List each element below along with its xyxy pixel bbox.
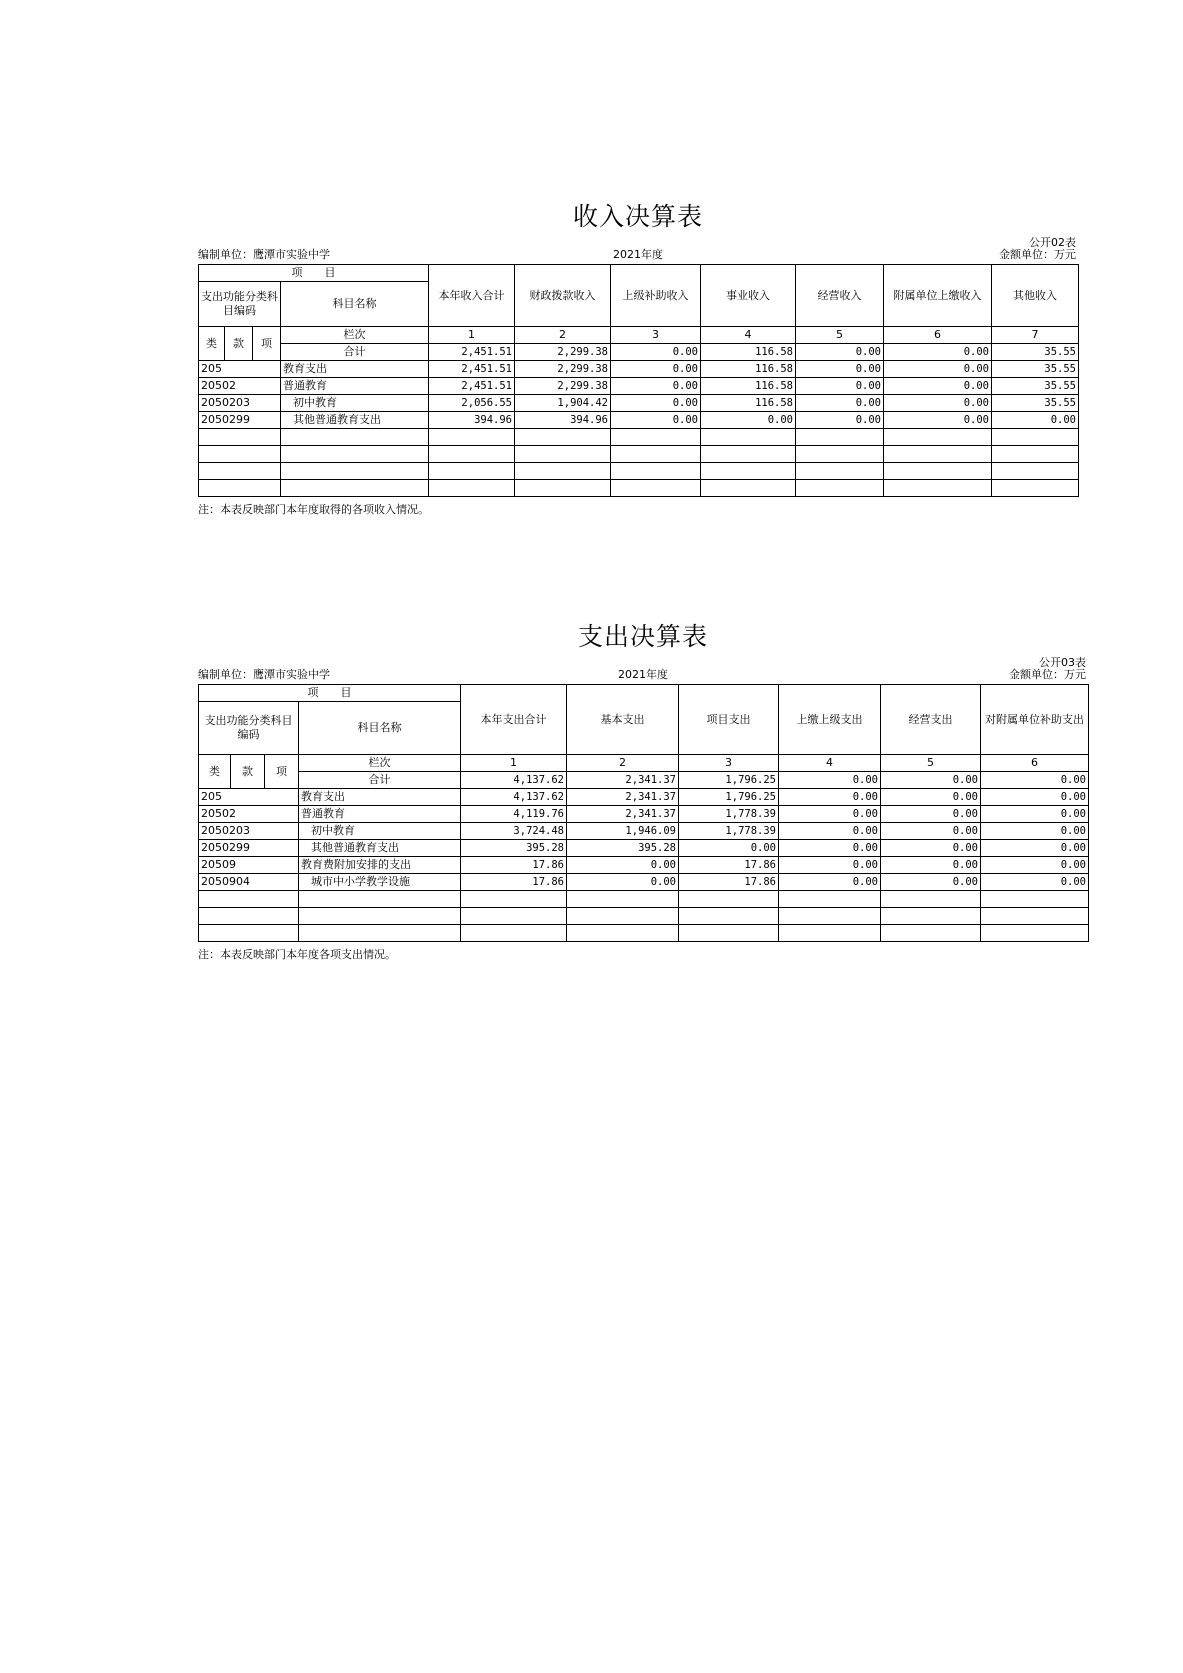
expense-col-number: 6 bbox=[981, 755, 1089, 772]
expense-compiling-unit: 编制单位：鹰潭市实验中学 bbox=[198, 668, 330, 681]
income-year: 2021年度 bbox=[613, 248, 663, 261]
expense-cell: 0.00 bbox=[881, 789, 981, 806]
income-col-number: 6 bbox=[884, 327, 992, 344]
income-name-label: 科目名称 bbox=[281, 282, 429, 327]
income-cell: 35.55 bbox=[992, 361, 1079, 378]
expense-cell: 3,724.48 bbox=[461, 823, 567, 840]
income-cell: 0.00 bbox=[884, 395, 992, 412]
table-row bbox=[199, 395, 1079, 412]
income-cell: 0.00 bbox=[992, 412, 1079, 429]
income-table bbox=[198, 264, 1079, 497]
expense-row-name: 普通教育 bbox=[299, 806, 461, 823]
income-cell: 0.00 bbox=[701, 412, 796, 429]
expense-col-number: 3 bbox=[679, 755, 779, 772]
expense-cell: 2,341.37 bbox=[567, 789, 679, 806]
income-cell: 2,056.55 bbox=[429, 395, 515, 412]
income-col-header: 附属单位上缴收入 bbox=[884, 265, 992, 327]
income-row-code: 20502 bbox=[199, 378, 281, 395]
expense-form-id: 公开03表 bbox=[1039, 656, 1086, 669]
expense-total-row bbox=[199, 772, 1089, 789]
expense-col-header: 项目支出 bbox=[679, 685, 779, 755]
income-col-number: 3 bbox=[611, 327, 701, 344]
expense-cell: 17.86 bbox=[461, 874, 567, 891]
income-cell: 2,451.51 bbox=[429, 378, 515, 395]
expense-cell: 0.00 bbox=[679, 840, 779, 857]
expense-kuan-label: 款 bbox=[231, 755, 265, 789]
income-lanci-label: 栏次 bbox=[281, 327, 429, 344]
income-title: 收入决算表 bbox=[572, 202, 703, 231]
expense-total-cell: 2,341.37 bbox=[567, 772, 679, 789]
expense-col-header: 基本支出 bbox=[567, 685, 679, 755]
expense-money-unit: 金额单位：万元 bbox=[1009, 668, 1086, 681]
income-cell: 0.00 bbox=[611, 378, 701, 395]
table-row bbox=[199, 874, 1089, 891]
empty-row bbox=[199, 480, 1079, 497]
income-total-cell: 0.00 bbox=[884, 344, 992, 361]
expense-row-code: 2050904 bbox=[199, 874, 299, 891]
expense-cell: 0.00 bbox=[779, 874, 881, 891]
income-cell: 0.00 bbox=[796, 378, 884, 395]
expense-col-number: 2 bbox=[567, 755, 679, 772]
income-cell: 2,299.38 bbox=[515, 378, 611, 395]
expense-cell: 0.00 bbox=[881, 823, 981, 840]
income-row-code: 2050299 bbox=[199, 412, 281, 429]
empty-row bbox=[199, 908, 1089, 925]
income-row-code: 2050203 bbox=[199, 395, 281, 412]
income-total-cell: 35.55 bbox=[992, 344, 1079, 361]
income-cell: 116.58 bbox=[701, 395, 796, 412]
expense-col-header: 上缴上级支出 bbox=[779, 685, 881, 755]
expense-cell: 0.00 bbox=[981, 823, 1089, 840]
income-cell: 1,904.42 bbox=[515, 395, 611, 412]
expense-cell: 0.00 bbox=[779, 840, 881, 857]
expense-meta bbox=[198, 654, 1088, 684]
expense-statement bbox=[198, 620, 1088, 962]
expense-row-code: 2050299 bbox=[199, 840, 299, 857]
expense-cell: 0.00 bbox=[981, 874, 1089, 891]
expense-xiang-label: 项 bbox=[265, 755, 299, 789]
expense-cell: 4,119.76 bbox=[461, 806, 567, 823]
income-cell: 0.00 bbox=[884, 378, 992, 395]
expense-cell: 17.86 bbox=[679, 857, 779, 874]
expense-cell: 0.00 bbox=[881, 806, 981, 823]
income-cell: 35.55 bbox=[992, 395, 1079, 412]
income-compiling-unit: 编制单位：鹰潭市实验中学 bbox=[198, 248, 330, 261]
expense-cell: 0.00 bbox=[881, 840, 981, 857]
income-col-number: 4 bbox=[701, 327, 796, 344]
income-lei-label: 类 bbox=[199, 327, 225, 361]
income-xiang-label: 项 bbox=[253, 327, 281, 361]
income-col-number: 5 bbox=[796, 327, 884, 344]
expense-cell: 1,778.39 bbox=[679, 806, 779, 823]
table-row bbox=[199, 806, 1089, 823]
income-cell: 0.00 bbox=[796, 361, 884, 378]
income-col-header: 财政拨款收入 bbox=[515, 265, 611, 327]
income-form-id: 公开02表 bbox=[1029, 236, 1076, 249]
income-cell: 116.58 bbox=[701, 361, 796, 378]
expense-col-header: 对附属单位补助支出 bbox=[981, 685, 1089, 755]
expense-cell: 0.00 bbox=[567, 874, 679, 891]
expense-lanci-label: 栏次 bbox=[299, 755, 461, 772]
expense-title: 支出决算表 bbox=[577, 622, 708, 651]
income-col-number: 1 bbox=[429, 327, 515, 344]
income-cell: 2,451.51 bbox=[429, 361, 515, 378]
income-total-row bbox=[199, 344, 1079, 361]
expense-row-name: 教育费附加安排的支出 bbox=[299, 857, 461, 874]
expense-cell: 4,137.62 bbox=[461, 789, 567, 806]
expense-cell: 0.00 bbox=[981, 806, 1089, 823]
income-cell: 394.96 bbox=[515, 412, 611, 429]
expense-col-number: 1 bbox=[461, 755, 567, 772]
expense-code-label: 支出功能分类科目编码 bbox=[199, 702, 299, 755]
expense-total-label: 合计 bbox=[299, 772, 461, 789]
expense-table bbox=[198, 684, 1089, 942]
empty-row bbox=[199, 429, 1079, 446]
expense-cell: 0.00 bbox=[881, 857, 981, 874]
table-row bbox=[199, 857, 1089, 874]
expense-cell: 1,946.09 bbox=[567, 823, 679, 840]
expense-cell: 17.86 bbox=[679, 874, 779, 891]
empty-row bbox=[199, 925, 1089, 942]
expense-total-cell: 0.00 bbox=[779, 772, 881, 789]
expense-row-name: 教育支出 bbox=[299, 789, 461, 806]
expense-cell: 2,341.37 bbox=[567, 806, 679, 823]
expense-cell: 0.00 bbox=[779, 789, 881, 806]
income-col-header: 经营收入 bbox=[796, 265, 884, 327]
income-total-cell: 0.00 bbox=[611, 344, 701, 361]
income-row-name: 其他普通教育支出 bbox=[281, 412, 429, 429]
expense-item-header: 项 目 bbox=[199, 685, 461, 702]
income-cell: 0.00 bbox=[611, 395, 701, 412]
expense-total-cell: 0.00 bbox=[981, 772, 1089, 789]
income-col-header: 本年收入合计 bbox=[429, 265, 515, 327]
expense-col-header: 本年支出合计 bbox=[461, 685, 567, 755]
expense-note: 注：本表反映部门本年度各项支出情况。 bbox=[198, 948, 396, 961]
expense-name-label: 科目名称 bbox=[299, 702, 461, 755]
expense-cell: 0.00 bbox=[981, 789, 1089, 806]
income-col-header: 事业收入 bbox=[701, 265, 796, 327]
expense-cell: 17.86 bbox=[461, 857, 567, 874]
expense-cell: 0.00 bbox=[981, 840, 1089, 857]
income-note: 注：本表反映部门本年度取得的各项收入情况。 bbox=[198, 503, 429, 516]
income-col-header: 上级补助收入 bbox=[611, 265, 701, 327]
income-cell: 35.55 bbox=[992, 378, 1079, 395]
expense-year: 2021年度 bbox=[618, 668, 668, 681]
income-cell: 394.96 bbox=[429, 412, 515, 429]
income-total-cell: 0.00 bbox=[796, 344, 884, 361]
expense-cell: 0.00 bbox=[779, 823, 881, 840]
expense-cell: 395.28 bbox=[567, 840, 679, 857]
table-row bbox=[199, 789, 1089, 806]
income-meta bbox=[198, 234, 1078, 264]
table-row bbox=[199, 378, 1079, 395]
expense-row-code: 20509 bbox=[199, 857, 299, 874]
expense-row-name: 初中教育 bbox=[299, 823, 461, 840]
income-col-number: 7 bbox=[992, 327, 1079, 344]
income-cell: 116.58 bbox=[701, 378, 796, 395]
income-item-header: 项 目 bbox=[199, 265, 429, 282]
income-col-number: 2 bbox=[515, 327, 611, 344]
expense-row-name: 其他普通教育支出 bbox=[299, 840, 461, 857]
empty-row bbox=[199, 446, 1079, 463]
income-cell: 0.00 bbox=[884, 412, 992, 429]
income-total-label: 合计 bbox=[281, 344, 429, 361]
expense-cell: 1,778.39 bbox=[679, 823, 779, 840]
income-total-cell: 2,299.38 bbox=[515, 344, 611, 361]
expense-col-number: 5 bbox=[881, 755, 981, 772]
income-cell: 0.00 bbox=[611, 412, 701, 429]
expense-cell: 0.00 bbox=[567, 857, 679, 874]
income-total-cell: 116.58 bbox=[701, 344, 796, 361]
expense-row-code: 2050203 bbox=[199, 823, 299, 840]
table-row bbox=[199, 412, 1079, 429]
expense-cell: 0.00 bbox=[779, 857, 881, 874]
empty-row bbox=[199, 463, 1079, 480]
table-row bbox=[199, 840, 1089, 857]
expense-total-cell: 1,796.25 bbox=[679, 772, 779, 789]
income-row-name: 初中教育 bbox=[281, 395, 429, 412]
income-statement bbox=[198, 200, 1078, 517]
income-col-header: 其他收入 bbox=[992, 265, 1079, 327]
income-row-name: 普通教育 bbox=[281, 378, 429, 395]
table-row bbox=[199, 823, 1089, 840]
expense-row-name: 城市中小学教学设施 bbox=[299, 874, 461, 891]
income-row-code: 205 bbox=[199, 361, 281, 378]
income-kuan-label: 款 bbox=[225, 327, 253, 361]
expense-cell: 0.00 bbox=[881, 874, 981, 891]
expense-total-cell: 4,137.62 bbox=[461, 772, 567, 789]
expense-cell: 395.28 bbox=[461, 840, 567, 857]
expense-row-code: 205 bbox=[199, 789, 299, 806]
expense-cell: 1,796.25 bbox=[679, 789, 779, 806]
expense-col-number: 4 bbox=[779, 755, 881, 772]
income-code-label: 支出功能分类科目编码 bbox=[199, 282, 281, 327]
income-total-cell: 2,451.51 bbox=[429, 344, 515, 361]
expense-row-code: 20502 bbox=[199, 806, 299, 823]
income-row-name: 教育支出 bbox=[281, 361, 429, 378]
table-row bbox=[199, 361, 1079, 378]
income-cell: 0.00 bbox=[611, 361, 701, 378]
income-cell: 2,299.38 bbox=[515, 361, 611, 378]
expense-cell: 0.00 bbox=[981, 857, 1089, 874]
expense-total-cell: 0.00 bbox=[881, 772, 981, 789]
expense-col-header: 经营支出 bbox=[881, 685, 981, 755]
income-cell: 0.00 bbox=[884, 361, 992, 378]
income-money-unit: 金额单位：万元 bbox=[999, 248, 1076, 261]
expense-cell: 0.00 bbox=[779, 806, 881, 823]
empty-row bbox=[199, 891, 1089, 908]
expense-lei-label: 类 bbox=[199, 755, 231, 789]
income-cell: 0.00 bbox=[796, 412, 884, 429]
income-cell: 0.00 bbox=[796, 395, 884, 412]
